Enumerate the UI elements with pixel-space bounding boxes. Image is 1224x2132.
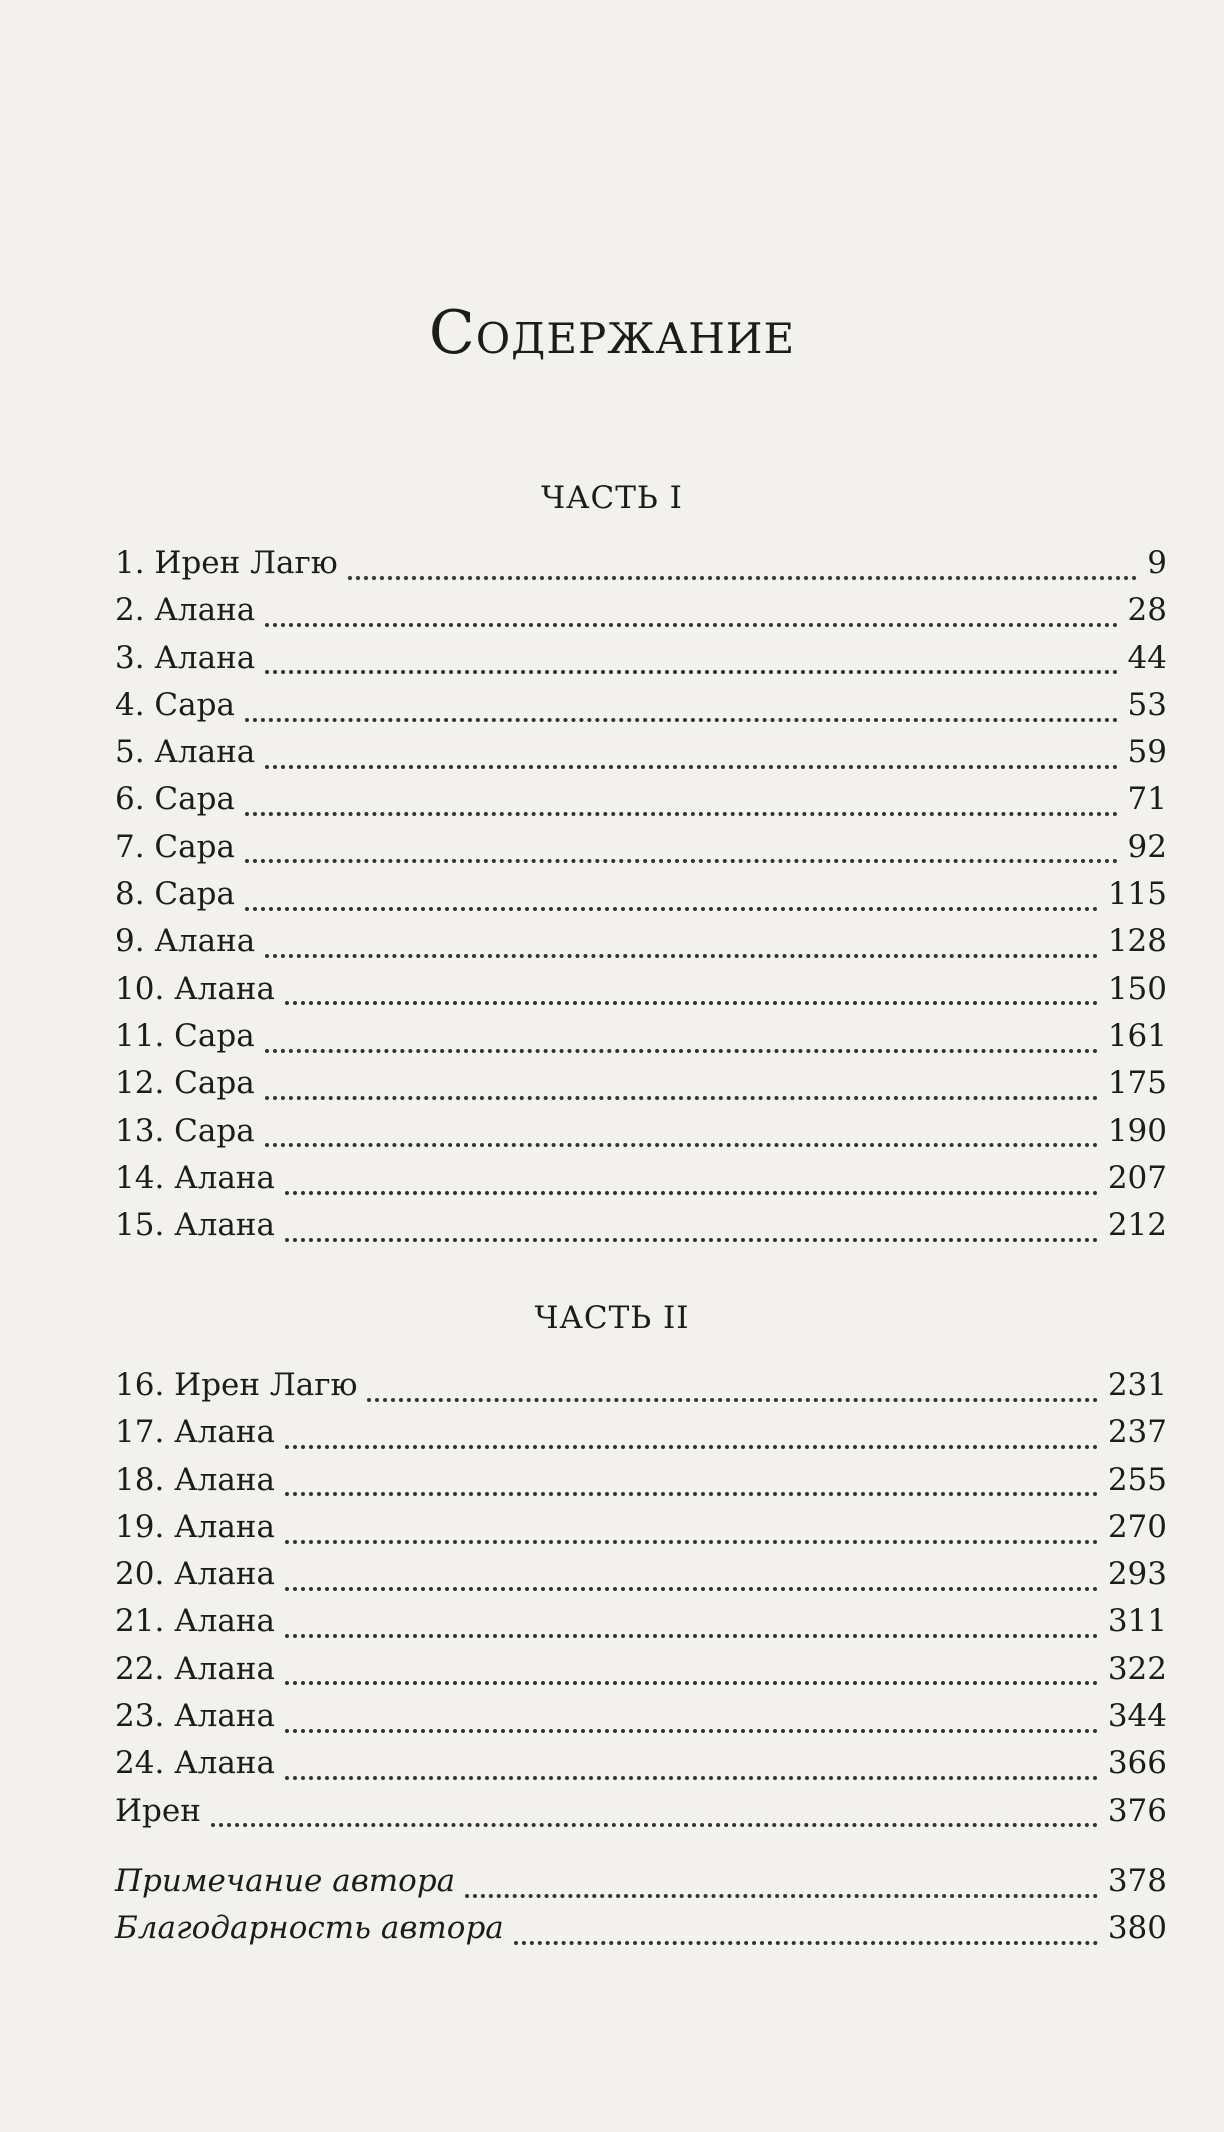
toc-entry-label: 6. Сара	[115, 781, 235, 818]
dot-leader	[348, 576, 1137, 580]
toc-entry	[115, 1362, 1167, 1409]
toc-entry	[115, 1646, 1167, 1693]
toc-entry-page-number: 28	[1127, 592, 1167, 629]
toc-entry	[115, 540, 1167, 587]
toc-entry	[115, 871, 1167, 918]
toc-entry-page-number: 231	[1107, 1367, 1167, 1403]
toc-entry-label: 23. Алана	[115, 1698, 275, 1735]
toc-entry	[115, 1905, 1167, 1952]
dot-leader	[245, 718, 1118, 722]
toc-entry-label: 2. Алана	[115, 592, 256, 629]
toc-entry-label: Благодарность автора	[115, 1910, 504, 1947]
toc-entry-page-number: 71	[1127, 781, 1167, 818]
dot-leader	[285, 1445, 1098, 1449]
toc-entry-label: 14. Алана	[115, 1159, 275, 1196]
toc-entry-page-number: 376	[1107, 1792, 1167, 1829]
toc-back-matter	[115, 1858, 1167, 1953]
toc-entry-page-number: 212	[1107, 1207, 1167, 1244]
toc-entry	[115, 1551, 1167, 1598]
toc-entry	[115, 1457, 1167, 1504]
dot-leader	[285, 1587, 1098, 1591]
dot-leader	[265, 623, 1117, 627]
dot-leader	[285, 1634, 1098, 1638]
toc-entry-page-number: 366	[1107, 1745, 1167, 1782]
toc-entry-page-number: 344	[1107, 1698, 1167, 1735]
toc-entry-page-number: 59	[1127, 734, 1167, 771]
dot-leader	[285, 1540, 1098, 1544]
toc-entry-page-number: 115	[1107, 876, 1167, 913]
toc-entry	[115, 1740, 1167, 1787]
toc-entry-page-number: 311	[1107, 1603, 1167, 1640]
dot-leader	[465, 1894, 1098, 1898]
toc-entry	[115, 1693, 1167, 1740]
dot-leader	[245, 907, 1098, 911]
toc-entry-label: 16. Ирен Лагю	[115, 1367, 358, 1403]
toc-entry-label: Примечание автора	[115, 1863, 456, 1899]
toc-entry-page-number: 53	[1127, 686, 1167, 723]
toc-entry-label: 13. Сара	[115, 1112, 255, 1149]
dot-leader	[285, 1191, 1098, 1195]
toc-entry-label: Ирен	[115, 1792, 201, 1829]
toc-entry-page-number: 161	[1107, 1017, 1167, 1054]
dot-leader	[514, 1941, 1098, 1945]
toc-entry	[115, 682, 1167, 729]
toc-entry-page-number: 150	[1107, 970, 1167, 1007]
toc-entry-label: 8. Сара	[115, 876, 235, 913]
toc-entry-page-number: 380	[1107, 1910, 1167, 1947]
toc-entry-label: 24. Алана	[115, 1745, 275, 1782]
part-1-heading: ЧАСТЬ I	[541, 480, 683, 516]
toc-entry-page-number: 270	[1107, 1508, 1167, 1545]
toc-entry	[115, 824, 1167, 871]
toc-entry	[115, 1060, 1167, 1107]
toc-entry-label: 22. Алана	[115, 1650, 275, 1687]
toc-entry	[115, 1013, 1167, 1060]
toc-entry	[115, 966, 1167, 1013]
toc-entry	[115, 635, 1167, 682]
toc-entry-label: 3. Алана	[115, 639, 256, 676]
dot-leader	[265, 1096, 1098, 1100]
toc-entry-label: 5. Алана	[115, 734, 256, 771]
toc-part-2	[115, 1362, 1167, 1835]
toc-entry-label: 1. Ирен Лагю	[115, 545, 338, 581]
toc-entry-page-number: 378	[1107, 1863, 1167, 1899]
dot-leader	[211, 1823, 1098, 1827]
toc-entry-label: 18. Алана	[115, 1461, 275, 1498]
dot-leader	[265, 1049, 1098, 1053]
dot-leader	[265, 670, 1117, 674]
toc-entry-page-number: 128	[1107, 923, 1167, 960]
toc-entry-label: 21. Алана	[115, 1603, 275, 1640]
toc-entry-page-number: 9	[1147, 545, 1167, 581]
toc-entry-page-number: 237	[1107, 1414, 1167, 1451]
toc-entry-label: 20. Алана	[115, 1556, 275, 1593]
dot-leader	[265, 954, 1098, 958]
part-2-heading: ЧАСТЬ II	[534, 1300, 690, 1336]
toc-entry	[115, 1858, 1167, 1905]
toc-entry-page-number: 322	[1107, 1650, 1167, 1687]
toc-entry-label: 15. Алана	[115, 1207, 275, 1244]
toc-entry	[115, 1202, 1167, 1249]
toc-part-1	[115, 540, 1167, 1249]
page-title: Содержание	[428, 298, 796, 368]
toc-entry	[115, 1409, 1167, 1456]
toc-entry-label: 10. Алана	[115, 970, 275, 1007]
toc-entry	[115, 918, 1167, 965]
toc-entry-label: 7. Сара	[115, 828, 235, 865]
toc-entry	[115, 1155, 1167, 1202]
toc-entry-page-number: 255	[1107, 1461, 1167, 1498]
toc-entry-page-number: 92	[1127, 828, 1167, 865]
toc-entry-label: 12. Сара	[115, 1065, 255, 1102]
dot-leader	[265, 765, 1117, 769]
dot-leader	[285, 1729, 1098, 1733]
dot-leader	[245, 859, 1118, 863]
toc-entry	[115, 776, 1167, 823]
toc-entry-label: 11. Сара	[115, 1017, 255, 1054]
toc-entry	[115, 1598, 1167, 1645]
dot-leader	[245, 812, 1118, 816]
dot-leader	[285, 1001, 1098, 1005]
toc-entry	[115, 1108, 1167, 1155]
toc-entry-label: 17. Алана	[115, 1414, 275, 1451]
dot-leader	[367, 1398, 1097, 1402]
toc-entry	[115, 729, 1167, 776]
toc-entry-page-number: 175	[1107, 1065, 1167, 1102]
toc-entry-label: 4. Сара	[115, 686, 235, 723]
toc-entry-label: 9. Алана	[115, 923, 256, 960]
toc-entry-page-number: 190	[1107, 1112, 1167, 1149]
toc-entry	[115, 587, 1167, 634]
dot-leader	[285, 1238, 1098, 1242]
dot-leader	[265, 1143, 1098, 1147]
dot-leader	[285, 1492, 1098, 1496]
toc-entry-page-number: 44	[1127, 639, 1167, 676]
toc-entry-page-number: 207	[1107, 1159, 1167, 1196]
dot-leader	[285, 1681, 1098, 1685]
dot-leader	[285, 1776, 1098, 1780]
toc-entry-page-number: 293	[1107, 1556, 1167, 1593]
toc-entry	[115, 1504, 1167, 1551]
toc-entry-label: 19. Алана	[115, 1508, 275, 1545]
toc-entry	[115, 1788, 1167, 1835]
